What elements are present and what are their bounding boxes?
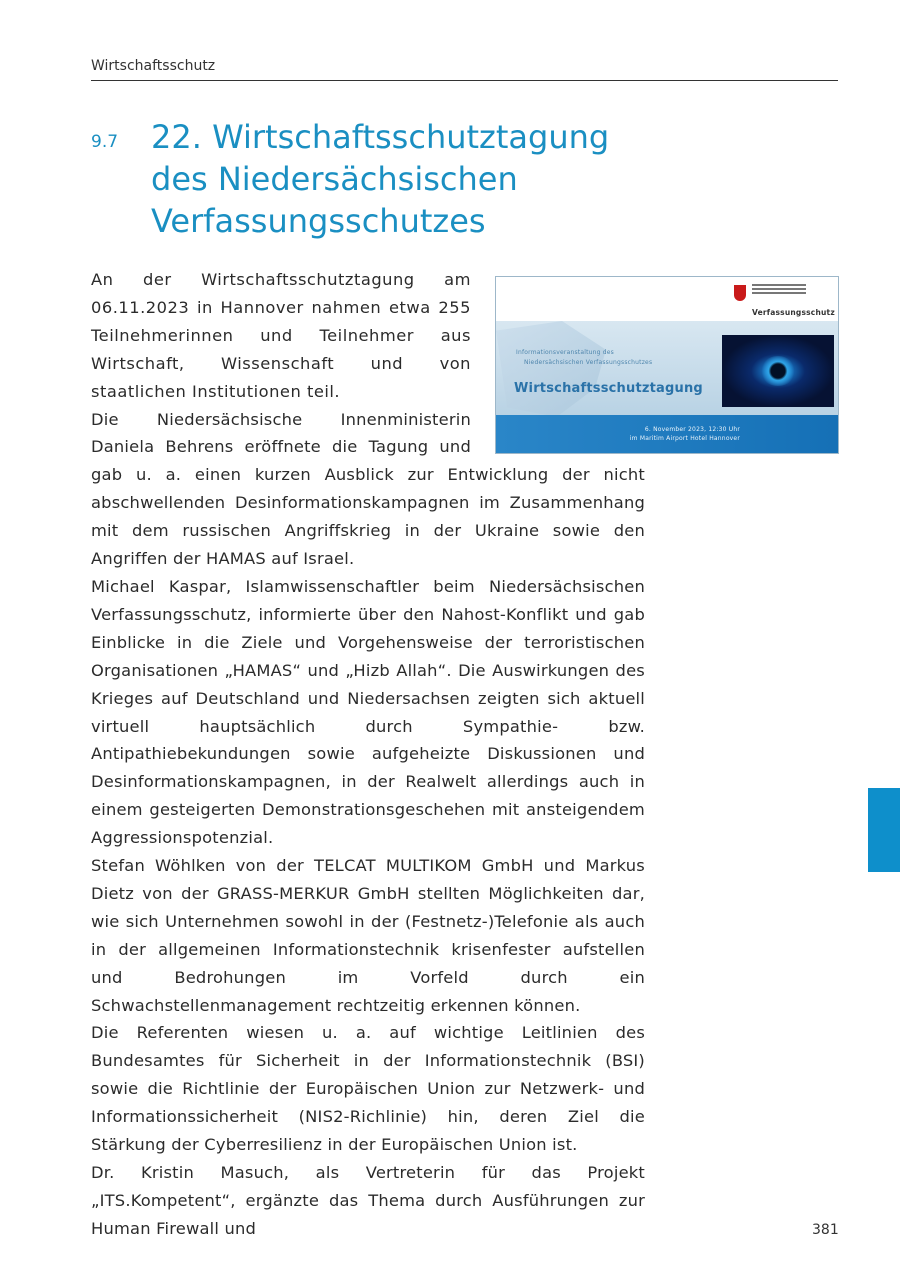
running-header: Wirtschaftsschutz — [91, 58, 216, 74]
banner-subtitle-2: Niedersächsischen Verfassungsschutzes — [524, 359, 653, 366]
banner-title: Wirtschaftsschutztagung — [514, 381, 703, 396]
paragraph-6: Dr. Kristin Masuch, als Vertreterin für das Projekt „ITS.Kompetent“, ergänzte das Thema durch Ausführungen zur Human Firewall und — [91, 1163, 645, 1238]
logo-text: Verfassungsschutz — [752, 308, 835, 317]
eye-icon — [760, 356, 796, 386]
banner-footer-band — [496, 415, 838, 453]
paragraph-4: Stefan Wöhlken von der TELCAT MULTIKOM GmbH und Markus Dietz von der GRASS-MERKUR GmbH stellten Möglichkeiten dar, wie sich Unternehmen sowohl in der (Festnetz-)Telefonie als auch in der allgemeinen Informationstechnik krisenfester aufstellen und Bedrohungen im Vorfeld durch ein Schwachstellenmanagement rechtzeitig erkennen können. — [91, 856, 645, 1015]
paragraph-3: Michael Kaspar, Islamwissenschaftler beim Niedersächsischen Verfassungsschutz, informierte über den Nahost-Konflikt und gab Einblicke in die Ziele und Vorgehensweise der terroristischen Organisationen „HAMAS“ und „Hizb Allah“. Die Auswirkungen des Krieges auf Deutschland und Niedersachsen zeigten sich aktuell virtuell hauptsächlich durch Sympathie- bzw. Antipathiebekundungen sowie aufgeheizte Diskussionen und Desinformationskampagnen, in der Realwelt allerdings auch in einem gesteigerten Demonstrationsgeschehen mit ansteigendem Aggressionspotenzial. — [91, 576, 645, 848]
section-number: 9.7 — [91, 132, 119, 152]
eye-photo — [722, 335, 834, 407]
coat-of-arms-icon — [734, 285, 746, 301]
paragraph-2: Die Niedersächsische Innenministerin Daniela Behrens eröffnete die Tagung und gab u. a. einen kurzen Ausblick zur Entwicklung der nicht abschwellenden Desinformationskampagnen im Zusammenhang mit dem russischen Angriffskrieg in der Ukraine sowie den Angriffen der HAMAS auf Israel. — [91, 409, 645, 569]
paragraph-5: Die Referenten wiesen u. a. auf wichtige Leitlinien des Bundesamtes für Sicherheit in der Informationstechnik (BSI) sowie die Richtlinie der Europäischen Union zur Netzwerk- und Informationssicherheit (NIS2-Richlinie) hin, deren Ziel die Stärkung der Cyberresilienz in der Europäischen Union ist. — [91, 1023, 645, 1155]
header-rule — [91, 80, 838, 81]
chapter-thumb-tab — [868, 788, 900, 872]
banner-venue: im Maritim Airport Hotel Hannover — [629, 435, 740, 442]
ministry-logo-lines — [752, 284, 806, 296]
event-banner-image — [495, 276, 839, 454]
paragraph-1: An der Wirtschaftsschutztagung am 06.11.2023 in Hannover nahmen etwa 255 Teilnehmerinnen und Teilnehmer aus Wirtschaft, Wissenschaft und von staatlichen Institutionen teil. — [91, 270, 471, 401]
section-title: 22. Wirtschaftsschutztagung des Niedersächsischen Verfassungsschutzes — [151, 118, 610, 240]
banner-footer-text — [630, 425, 740, 443]
page-number: 381 — [812, 1222, 839, 1238]
banner-date: 6. November 2023, 12:30 Uhr — [644, 426, 740, 433]
banner-subtitle-1: Informationsveranstaltung des — [516, 349, 614, 356]
